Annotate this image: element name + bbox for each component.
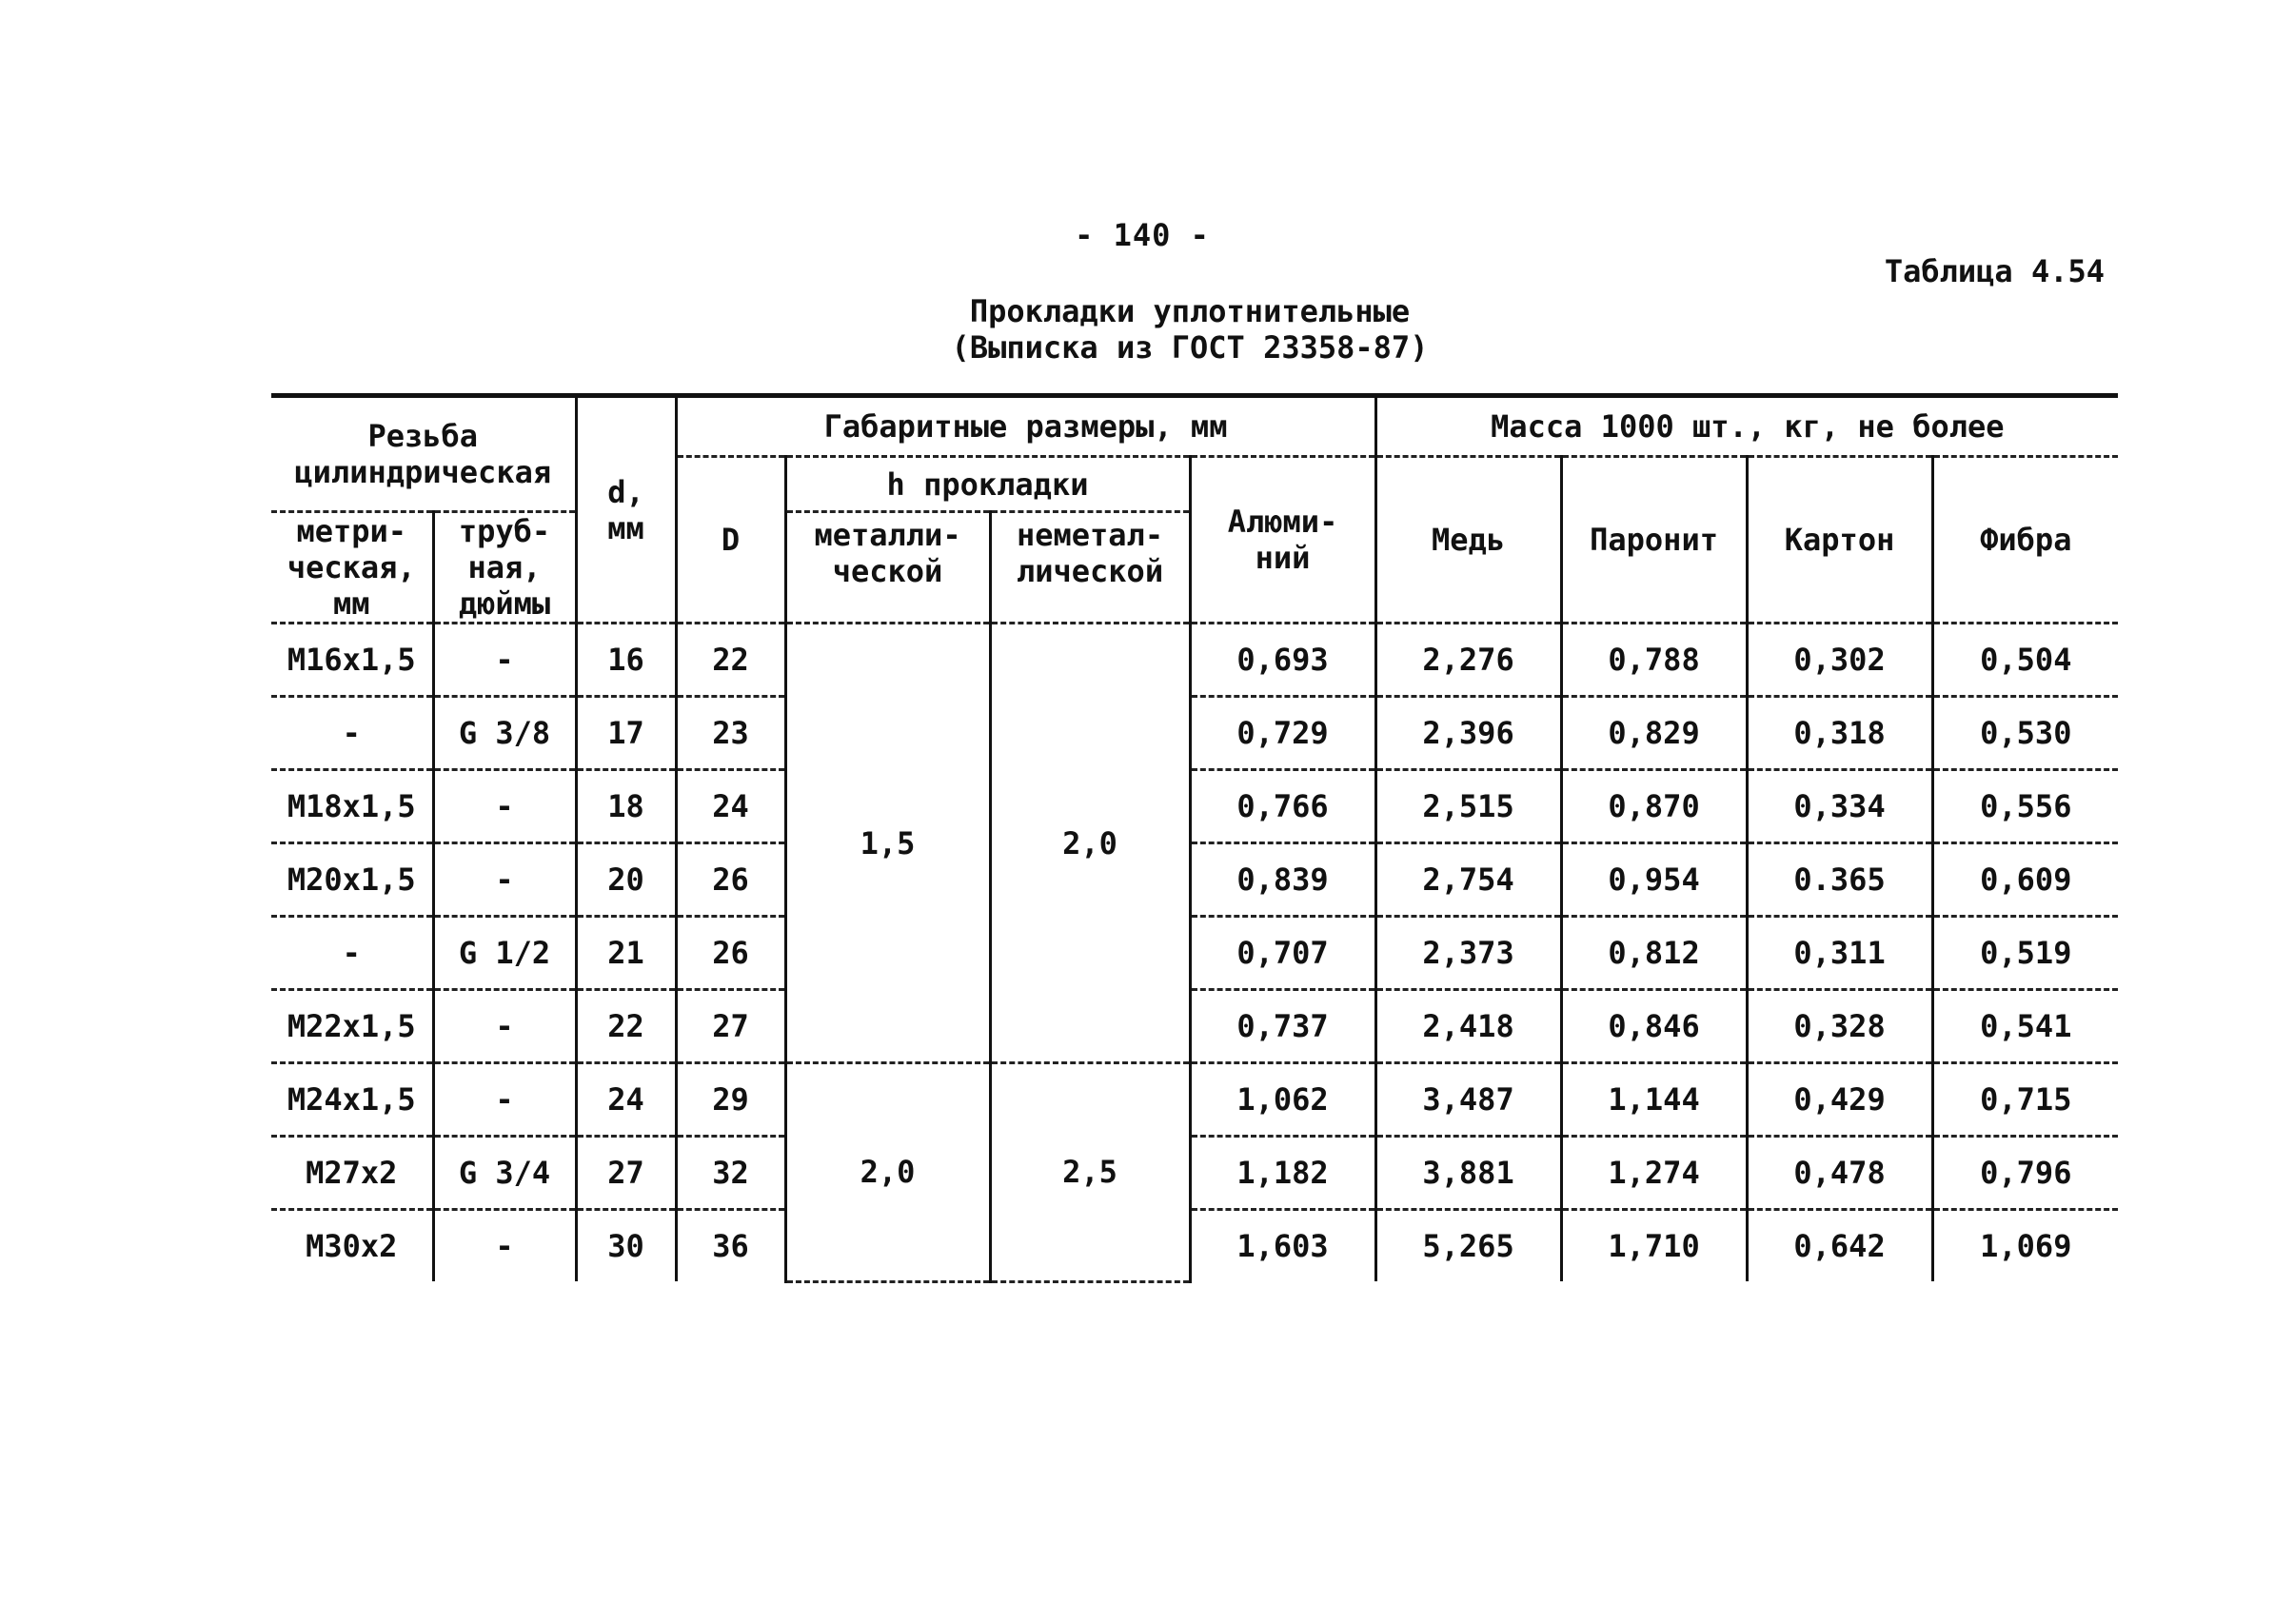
- cell-copper: 2,418: [1375, 990, 1561, 1063]
- cell-copper: 2,276: [1375, 624, 1561, 697]
- cell-fiber: 1,069: [1932, 1210, 2118, 1282]
- cell-fiber: 0,504: [1932, 624, 2118, 697]
- cell-h-nonmetal: 2,5: [990, 1063, 1190, 1282]
- cell-D: 24: [676, 770, 785, 843]
- cell-pipe: G 3/4: [433, 1137, 576, 1210]
- cell-d: 24: [576, 1063, 676, 1137]
- header-D: D: [676, 457, 785, 624]
- cell-paronite: 1,274: [1561, 1137, 1747, 1210]
- gasket-table: [271, 393, 2118, 1283]
- cell-metric: М22x1,5: [271, 990, 433, 1063]
- cell-fiber: 0,530: [1932, 697, 2118, 770]
- cell-h-metal: 1,5: [785, 624, 990, 1063]
- cell-paronite: 0,788: [1561, 624, 1747, 697]
- cell-D: 26: [676, 843, 785, 917]
- header-h: h прокладки: [785, 457, 1190, 512]
- cell-d: 17: [576, 697, 676, 770]
- cell-d: 21: [576, 917, 676, 990]
- cell-paronite: 0,954: [1561, 843, 1747, 917]
- cell-metric: М18x1,5: [271, 770, 433, 843]
- header-pipe: труб- ная, дюймы: [433, 512, 576, 624]
- cell-D: 23: [676, 697, 785, 770]
- cell-D: 27: [676, 990, 785, 1063]
- cell-fiber: 0,609: [1932, 843, 2118, 917]
- cell-D: 32: [676, 1137, 785, 1210]
- cell-aluminum: 0,839: [1190, 843, 1375, 917]
- cell-fiber: 0,519: [1932, 917, 2118, 990]
- header-thread: Резьба цилиндрическая: [271, 396, 576, 512]
- cell-metric: М24x1,5: [271, 1063, 433, 1137]
- cell-copper: 3,487: [1375, 1063, 1561, 1137]
- table-row: [271, 770, 2118, 843]
- header-d: d, мм: [576, 396, 676, 624]
- cell-metric: М30x2: [271, 1210, 433, 1282]
- cell-aluminum: 0,766: [1190, 770, 1375, 843]
- cell-d: 20: [576, 843, 676, 917]
- header-copper: Медь: [1375, 457, 1561, 624]
- cell-aluminum: 1,062: [1190, 1063, 1375, 1137]
- cell-d: 16: [576, 624, 676, 697]
- table-label: Таблица 4.54: [1884, 253, 2105, 289]
- cell-paronite: 0,870: [1561, 770, 1747, 843]
- cell-paronite: 1,144: [1561, 1063, 1747, 1137]
- cell-d: 22: [576, 990, 676, 1063]
- cell-copper: 3,881: [1375, 1137, 1561, 1210]
- cell-copper: 5,265: [1375, 1210, 1561, 1282]
- cell-aluminum: 0,729: [1190, 697, 1375, 770]
- cell-cardboard: 0,302: [1747, 624, 1932, 697]
- header-fiber: Фибра: [1932, 457, 2118, 624]
- table-row: [271, 843, 2118, 917]
- table-row: [271, 917, 2118, 990]
- cell-D: 26: [676, 917, 785, 990]
- cell-paronite: 0,812: [1561, 917, 1747, 990]
- table-row: [271, 697, 2118, 770]
- cell-cardboard: 0.365: [1747, 843, 1932, 917]
- cell-cardboard: 0,311: [1747, 917, 1932, 990]
- cell-cardboard: 0,328: [1747, 990, 1932, 1063]
- cell-pipe: -: [433, 843, 576, 917]
- table-row: [271, 1210, 2118, 1282]
- table-row: [271, 990, 2118, 1063]
- cell-cardboard: 0,429: [1747, 1063, 1932, 1137]
- cell-paronite: 0,829: [1561, 697, 1747, 770]
- cell-fiber: 0,715: [1932, 1063, 2118, 1137]
- header-mass: Масса 1000 шт., кг, не более: [1375, 396, 2118, 457]
- table-row: [271, 624, 2118, 697]
- cell-pipe: -: [433, 990, 576, 1063]
- header-h-metal: металли- ческой: [785, 512, 990, 624]
- header-aluminum: Алюми- ний: [1190, 457, 1375, 624]
- table-subtitle: (Выписка из ГОСТ 23358-87): [951, 329, 1429, 366]
- cell-pipe: -: [433, 1210, 576, 1282]
- cell-h-metal: 2,0: [785, 1063, 990, 1282]
- cell-copper: 2,515: [1375, 770, 1561, 843]
- header-paronite: Паронит: [1561, 457, 1747, 624]
- header-row-1: [271, 396, 2118, 457]
- cell-pipe: -: [433, 770, 576, 843]
- cell-copper: 2,396: [1375, 697, 1561, 770]
- cell-pipe: G 1/2: [433, 917, 576, 990]
- cell-D: 29: [676, 1063, 785, 1137]
- cell-aluminum: 1,182: [1190, 1137, 1375, 1210]
- cell-fiber: 0,541: [1932, 990, 2118, 1063]
- cell-copper: 2,754: [1375, 843, 1561, 917]
- cell-d: 18: [576, 770, 676, 843]
- cell-metric: М16x1,5: [271, 624, 433, 697]
- cell-h-nonmetal: 2,0: [990, 624, 1190, 1063]
- header-overall-dimensions: Габаритные размеры, мм: [676, 396, 1375, 457]
- cell-cardboard: 0,478: [1747, 1137, 1932, 1210]
- cell-fiber: 0,556: [1932, 770, 2118, 843]
- page-number: - 140 -: [1075, 217, 1210, 253]
- table-row: [271, 1063, 2118, 1137]
- cell-paronite: 1,710: [1561, 1210, 1747, 1282]
- cell-aluminum: 0,737: [1190, 990, 1375, 1063]
- cell-cardboard: 0,334: [1747, 770, 1932, 843]
- cell-cardboard: 0,318: [1747, 697, 1932, 770]
- cell-pipe: -: [433, 1063, 576, 1137]
- cell-fiber: 0,796: [1932, 1137, 2118, 1210]
- cell-D: 36: [676, 1210, 785, 1282]
- cell-aluminum: 0,693: [1190, 624, 1375, 697]
- cell-aluminum: 0,707: [1190, 917, 1375, 990]
- cell-pipe: G 3/8: [433, 697, 576, 770]
- cell-metric: -: [271, 697, 433, 770]
- table-title: Прокладки уплотнительные: [969, 293, 1411, 329]
- cell-copper: 2,373: [1375, 917, 1561, 990]
- cell-d: 30: [576, 1210, 676, 1282]
- cell-cardboard: 0,642: [1747, 1210, 1932, 1282]
- cell-pipe: -: [433, 624, 576, 697]
- cell-metric: М27x2: [271, 1137, 433, 1210]
- cell-D: 22: [676, 624, 785, 697]
- cell-aluminum: 1,603: [1190, 1210, 1375, 1282]
- cell-d: 27: [576, 1137, 676, 1210]
- cell-metric: -: [271, 917, 433, 990]
- table-row: [271, 1137, 2118, 1210]
- cell-paronite: 0,846: [1561, 990, 1747, 1063]
- header-cardboard: Картон: [1747, 457, 1932, 624]
- header-h-nonmetal: неметал- лической: [990, 512, 1190, 624]
- cell-metric: М20x1,5: [271, 843, 433, 917]
- header-metric: метри- ческая, мм: [271, 512, 433, 624]
